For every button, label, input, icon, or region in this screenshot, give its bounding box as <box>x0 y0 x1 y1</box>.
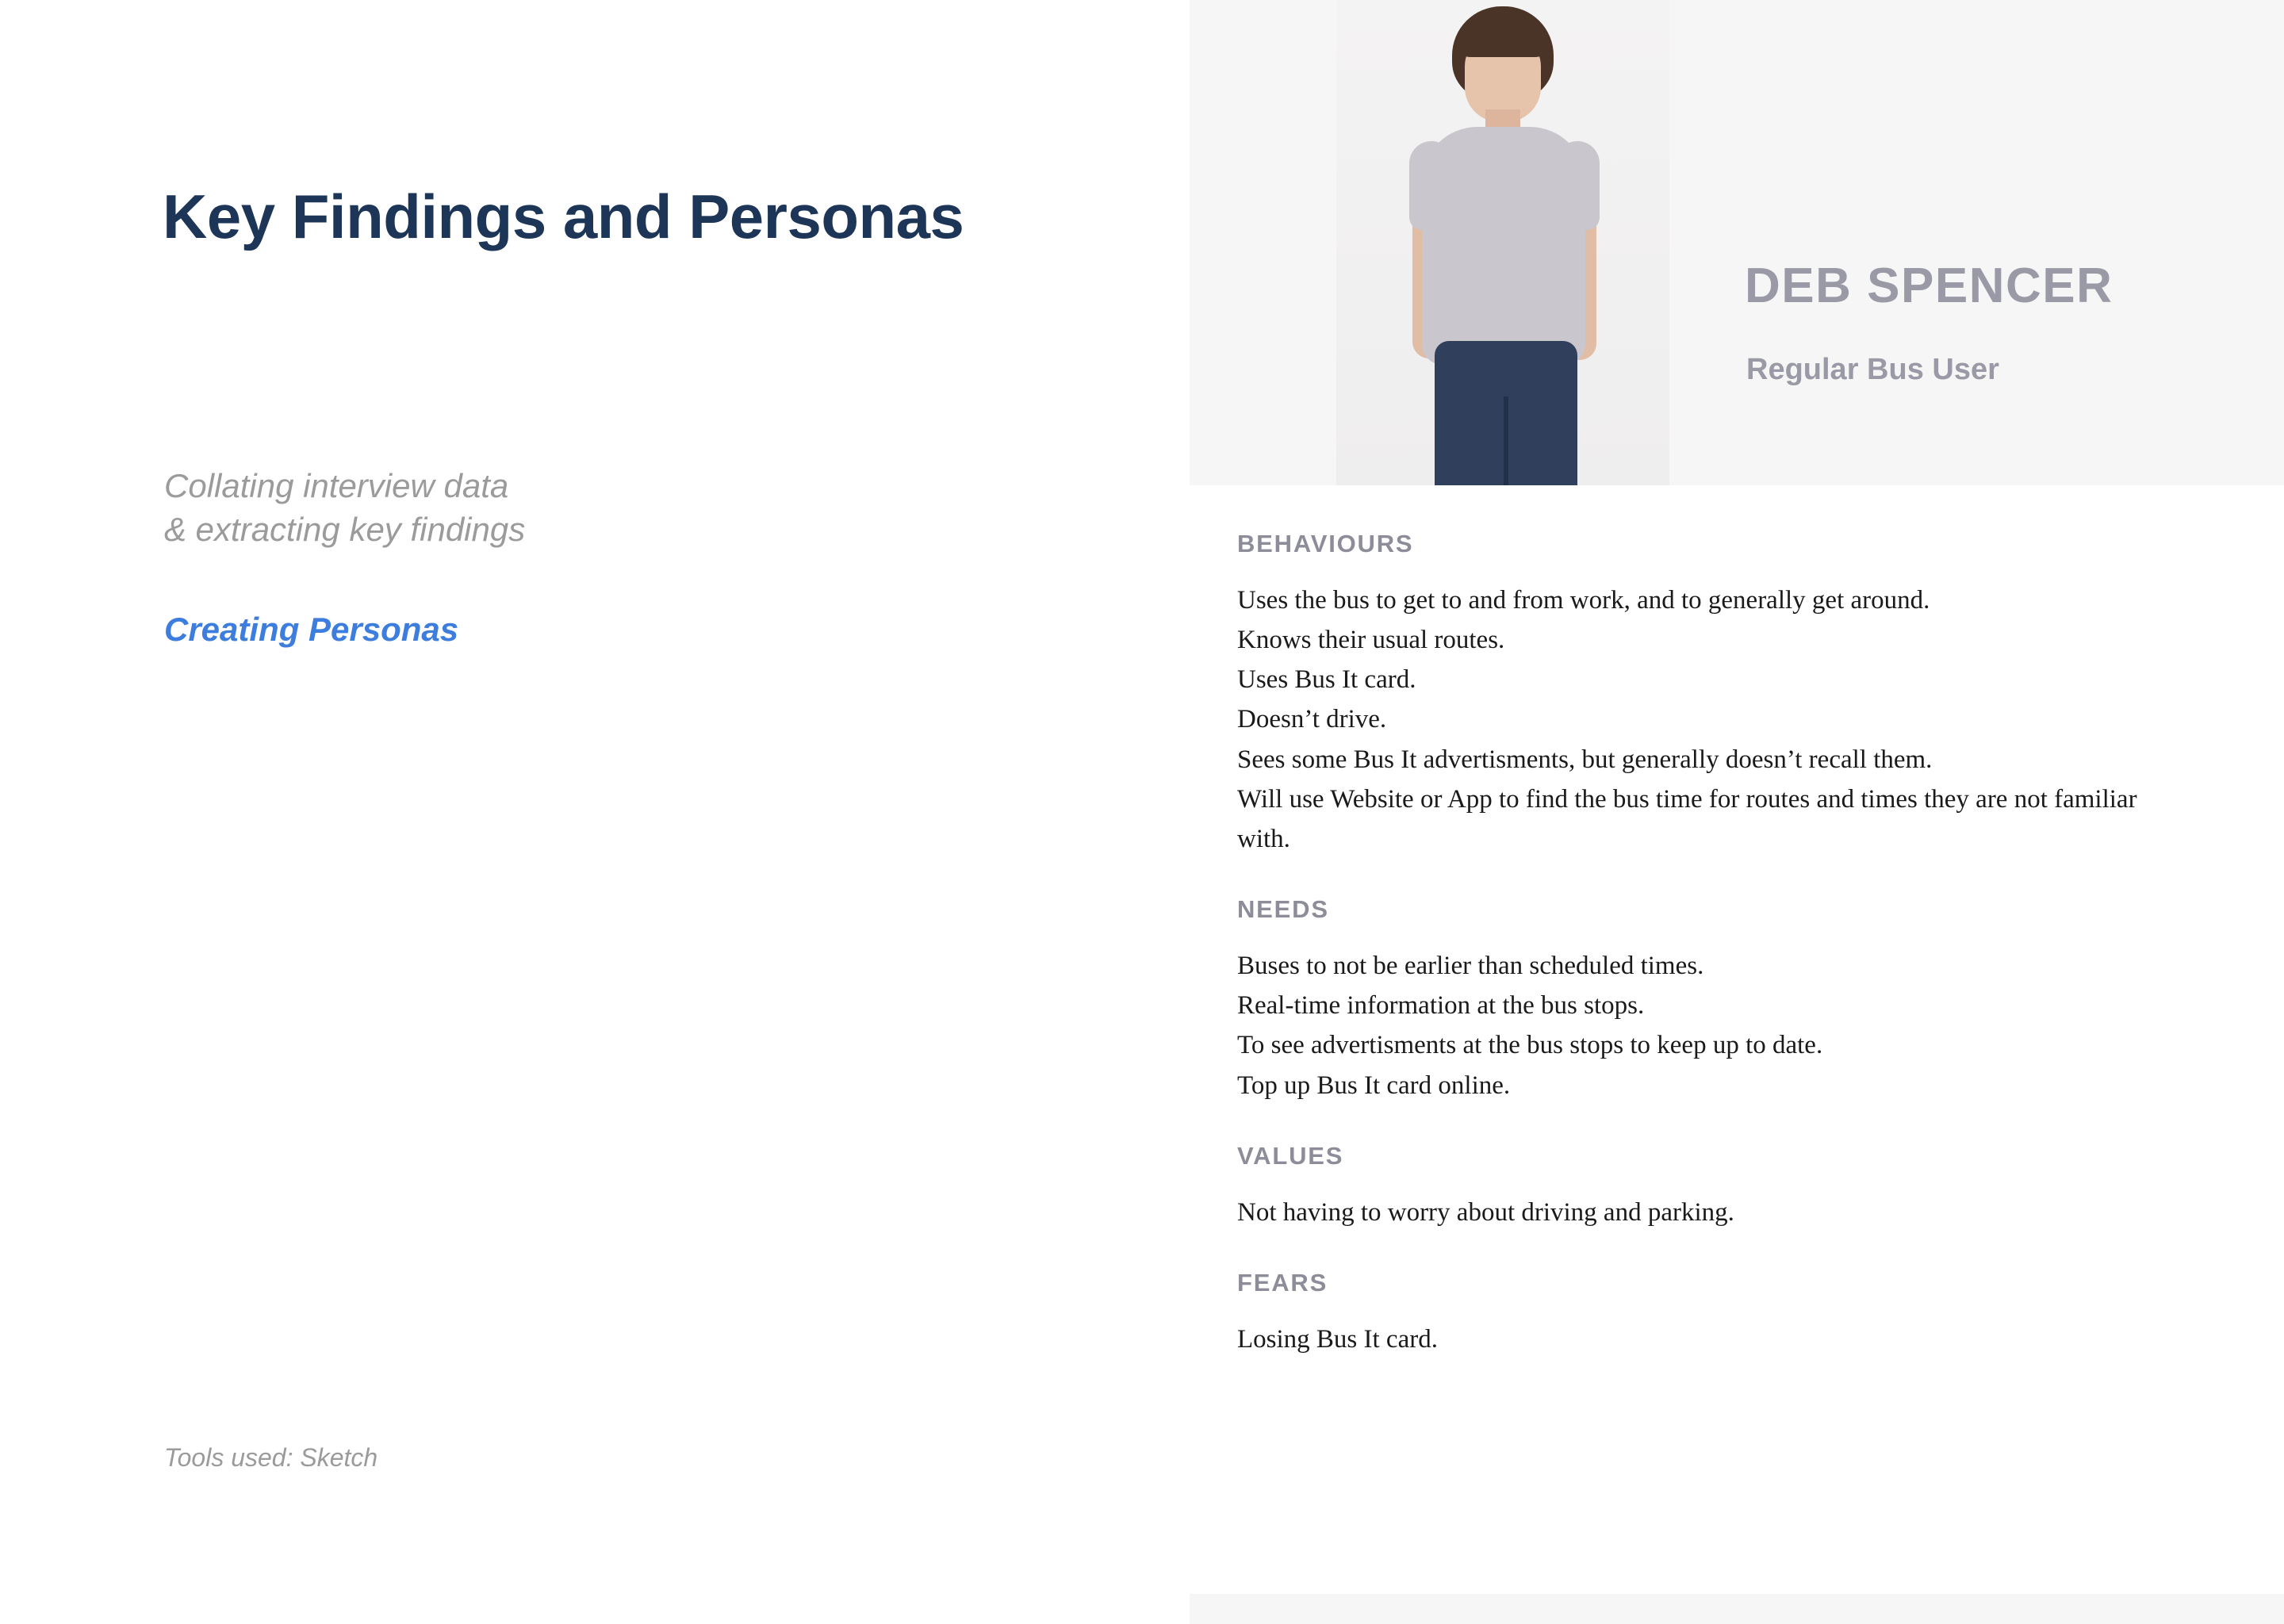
section-content <box>1237 580 2189 859</box>
persona-role: Regular Bus User <box>1746 353 1999 386</box>
list-item: Doesn’t drive. <box>1237 705 1387 734</box>
photo-jeans-seam-shape <box>1504 396 1508 485</box>
list-item: Real-time information at the bus stops. <box>1237 991 1645 1021</box>
highlight-text: Creating Personas <box>164 611 459 648</box>
tools-used-label: Tools used: Sketch <box>164 1443 378 1472</box>
page-title: Key Findings and Personas <box>163 182 964 252</box>
list-item: Knows their usual routes. <box>1237 626 1505 655</box>
footer-band <box>1190 1594 2284 1624</box>
photo-right-sleeve-shape <box>1555 141 1600 230</box>
subtitle-line-1: Collating interview data <box>164 467 509 504</box>
section-content <box>1237 1320 2189 1359</box>
section-heading: BEHAVIOURS <box>1237 530 1414 557</box>
photo-left-sleeve-shape <box>1409 141 1454 230</box>
list-item: To see advertisments at the bus stops to keep up to date. <box>1237 1031 1823 1060</box>
section-behaviours <box>1237 530 2189 859</box>
list-item: Uses Bus It card. <box>1237 665 1416 695</box>
section-values <box>1237 1142 2189 1232</box>
section-heading: VALUES <box>1237 1141 1344 1170</box>
list-item: Not having to worry about driving and parking. <box>1237 1197 1734 1227</box>
section-heading: NEEDS <box>1237 895 1329 924</box>
list-item: Uses the bus to get to and from work, and to generally get around. <box>1237 586 1930 615</box>
list-item: Losing Bus It card. <box>1237 1324 1438 1354</box>
list-item: Top up Bus It card online. <box>1237 1071 1511 1100</box>
section-content <box>1237 946 2189 1105</box>
section-fears <box>1237 1269 2189 1359</box>
subtitle-line-2: & extracting key findings <box>164 511 526 549</box>
subtitle-block <box>164 464 1037 552</box>
section-content <box>1237 1193 2189 1232</box>
persona-card <box>1190 0 2284 1624</box>
section-needs <box>1237 895 2189 1105</box>
persona-hero <box>1190 0 2284 485</box>
list-item: Buses to not be earlier than scheduled times. <box>1237 952 1704 981</box>
section-heading: FEARS <box>1237 1268 1328 1297</box>
persona-body <box>1190 485 2284 1359</box>
list-item: Will use Website or App to find the bus time for routes and times they are not familiar with. <box>1237 784 2137 853</box>
persona-photo <box>1336 0 1669 485</box>
persona-name: DEB SPENCER <box>1745 259 2113 313</box>
photo-fringe-shape <box>1457 19 1549 57</box>
list-item: Sees some Bus It advertisments, but generally doesn’t recall them. <box>1237 745 1933 774</box>
